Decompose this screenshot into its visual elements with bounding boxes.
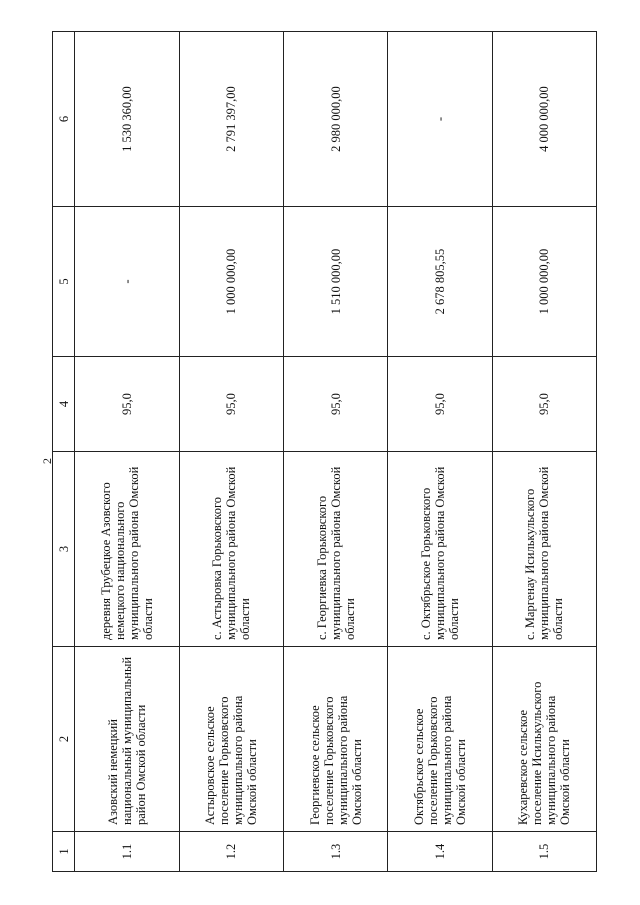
subsidy-table (52, 31, 597, 872)
row-number: 1.3 (283, 832, 387, 872)
header-col-5: 5 (53, 207, 75, 357)
settlement-name: с. Октябрьское Горьковского муниципального района Омской области (388, 452, 492, 647)
municipality-name: Азовский немецкий национальный муниципальный район Омской области (75, 647, 179, 832)
table-row (283, 32, 387, 872)
row-number: 1.1 (75, 832, 179, 872)
municipality-name: Октябрьское сельское поселение Горьковского муниципального района Омской области (388, 647, 492, 832)
amount-col-6: 2 980 000,00 (283, 32, 387, 207)
row-number: 1.4 (388, 832, 492, 872)
row-number: 1.5 (492, 832, 596, 872)
percent-value: 95,0 (283, 357, 387, 452)
amount-col-5: 1 510 000,00 (283, 207, 387, 357)
table-row (179, 32, 283, 872)
amount-col-6: 4 000 000,00 (492, 32, 596, 207)
table-row (388, 32, 492, 872)
settlement-name: деревня Трубецкое Азовского немецкого национального муниципального района Омской области (75, 452, 179, 647)
percent-value: 95,0 (492, 357, 596, 452)
amount-col-6: - (388, 32, 492, 207)
header-row (53, 32, 75, 872)
amount-col-5: - (75, 207, 179, 357)
municipality-name: Астыровское сельское поселение Горьковского муниципального района Омской области (179, 647, 283, 832)
header-col-1: 1 (53, 832, 75, 872)
amount-col-5: 1 000 000,00 (179, 207, 283, 357)
header-col-4: 4 (53, 357, 75, 452)
percent-value: 95,0 (179, 357, 283, 452)
amount-col-5: 1 000 000,00 (492, 207, 596, 357)
municipality-name: Кухаревское сельское поселение Исилькульского муниципального района Омской области (492, 647, 596, 832)
header-col-3: 3 (53, 452, 75, 647)
table-row (492, 32, 596, 872)
table-row (75, 32, 179, 872)
settlement-name: с. Маргенау Исилькульского муниципального района Омской области (492, 452, 596, 647)
percent-value: 95,0 (388, 357, 492, 452)
settlement-name: с. Георгиевка Горьковского муниципального района Омской области (283, 452, 387, 647)
percent-value: 95,0 (75, 357, 179, 452)
row-number: 1.2 (179, 832, 283, 872)
header-col-2: 2 (53, 647, 75, 832)
page-number: 2 (40, 458, 54, 464)
amount-col-6: 1 530 360,00 (75, 32, 179, 207)
amount-col-5: 2 678 805,55 (388, 207, 492, 357)
settlement-name: с. Астыровка Горьковского муниципального района Омской области (179, 452, 283, 647)
header-col-6: 6 (53, 32, 75, 207)
amount-col-6: 2 791 397,00 (179, 32, 283, 207)
municipality-name: Георгиевское сельское поселение Горьковского муниципального района Омской области (283, 647, 387, 832)
